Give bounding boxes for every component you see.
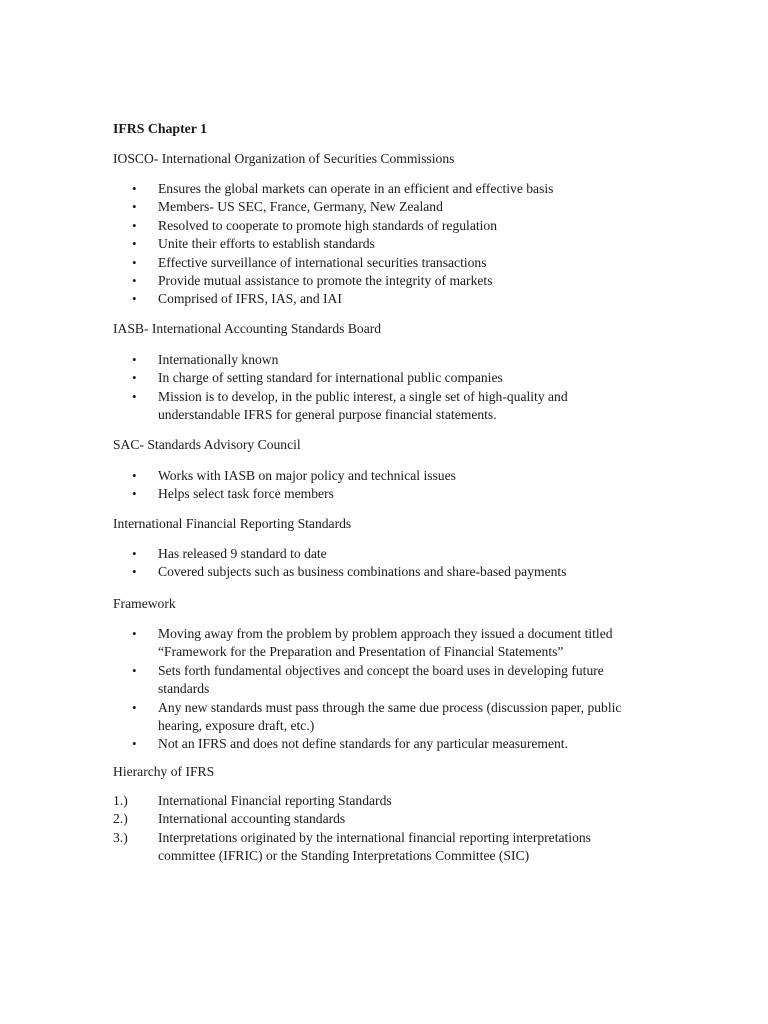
bullet-icon: • — [132, 388, 137, 404]
bullet-icon: • — [132, 352, 137, 367]
bullet-icon: • — [132, 546, 137, 561]
list-item: • Mission is to develop, in the public interest, a single set of high-quality and understandable IFRS for general purpose financial statements. — [132, 388, 568, 423]
list-item: • In charge of setting standard for international public companies — [0, 369, 628, 387]
bullet-icon: • — [132, 662, 137, 678]
list-item: • Comprised of IFRS, IAS, and IAI — [0, 290, 628, 308]
list-item: 3.) Interpretations originated by the international financial reporting interpretations committee (IFRIC) or the Standing Interpretations Committee (SIC) — [113, 829, 591, 864]
document-title: IFRS Chapter 1 — [113, 121, 208, 136]
list-item: • Ensures the global markets can operate in an efficient and effective basis — [0, 180, 628, 198]
list-item: • Sets forth fundamental objectives and concept the board uses in developing future standards — [132, 662, 604, 697]
list-item: • Any new standards must pass through the same due process (discussion paper, public hearing, exposure draft, etc.) — [132, 699, 622, 734]
iosco-bullet-list — [0, 180, 768, 309]
list-item: • Unite their efforts to establish standards — [0, 235, 628, 253]
list-item: • Resolved to cooperate to promote high standards of regulation — [0, 217, 628, 235]
list-item: • Covered subjects such as business combinations and share-based payments — [0, 563, 628, 581]
list-number: 1.) — [113, 793, 128, 808]
list-item: • Helps select task force members — [0, 485, 628, 503]
section-heading-hierarchy: Hierarchy of IFRS — [113, 764, 215, 779]
bullet-icon: • — [132, 736, 137, 752]
list-item: • Provide mutual assistance to promote the integrity of markets — [0, 272, 628, 290]
bullet-icon: • — [132, 254, 137, 270]
list-item: 1.) International Financial reporting Standards — [0, 792, 628, 810]
bullet-icon: • — [132, 699, 137, 715]
list-number: 3.) — [113, 829, 128, 845]
sac-bullet-list — [0, 467, 768, 504]
bullet-icon: • — [132, 199, 137, 215]
bullet-icon: • — [132, 564, 137, 580]
bullet-icon: • — [132, 486, 137, 502]
list-item: • Works with IASB on major policy and technical issues — [0, 467, 628, 485]
ifrs-bullet-list — [0, 545, 768, 582]
section-heading-framework: Framework — [113, 596, 176, 611]
list-number: 2.) — [113, 811, 128, 827]
framework-bullet-list — [0, 625, 768, 754]
section-heading-iosco: IOSCO- International Organization of Securities Commissions — [113, 151, 455, 166]
bullet-icon: • — [132, 181, 137, 196]
list-item: 2.) International accounting standards — [0, 810, 628, 828]
bullet-icon: • — [132, 626, 137, 641]
list-item: • Has released 9 standard to date — [0, 545, 628, 563]
bullet-icon: • — [132, 217, 137, 233]
list-item: • Not an IFRS and does not define standards for any particular measurement. — [0, 735, 628, 753]
list-item: • Internationally known — [0, 351, 628, 369]
section-heading-iasb: IASB- International Accounting Standards Board — [113, 321, 382, 336]
bullet-icon: • — [132, 236, 137, 252]
bullet-icon: • — [132, 370, 137, 386]
bullet-icon: • — [132, 468, 137, 483]
bullet-icon: • — [132, 273, 137, 289]
list-item: • Members- US SEC, France, Germany, New Zealand — [0, 198, 628, 216]
section-heading-ifrs: International Financial Reporting Standards — [113, 516, 352, 531]
bullet-icon: • — [132, 291, 137, 307]
list-item: • Effective surveillance of international securities transactions — [0, 254, 628, 272]
iasb-bullet-list — [0, 351, 768, 425]
list-item: • Moving away from the problem by problem approach they issued a document titled “Framework for the Preparation and Presentation of Financial Statements” — [132, 626, 613, 660]
section-heading-sac: SAC- Standards Advisory Council — [113, 437, 301, 452]
hierarchy-numbered-list — [0, 792, 768, 866]
